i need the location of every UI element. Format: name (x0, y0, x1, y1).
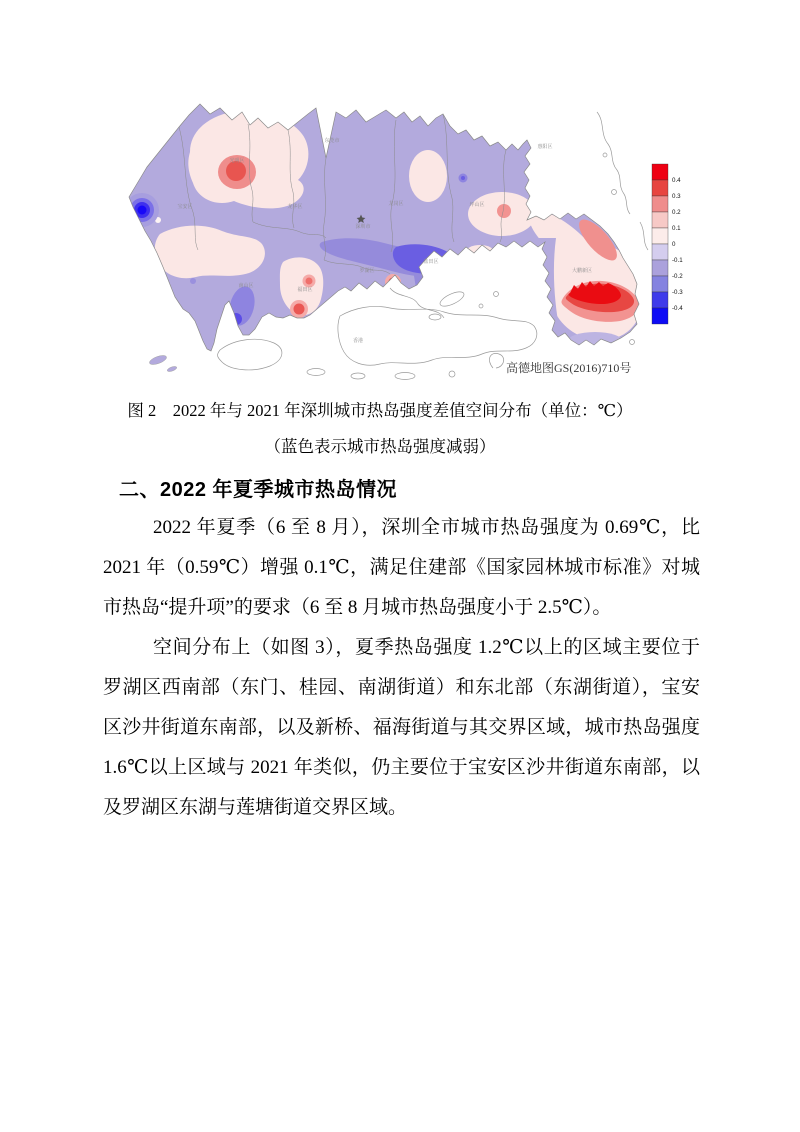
legend-tick-label: 0.1 (672, 225, 681, 233)
legend-tick-label: 0.2 (672, 209, 681, 217)
legend-color-swatch (652, 180, 668, 196)
map-label-district: 东莞市 (324, 138, 340, 144)
section-heading: 二、2022 年夏季城市热岛情况 (119, 479, 398, 501)
legend-tick-label: 0.3 (672, 193, 681, 201)
islands (148, 354, 177, 373)
paragraph-2: 空间分布上（如图 3），夏季热岛强度 1.2℃以上的区域主要位于罗湖区西南部（东门、桂园、南湖街道）和东北部（东湖街道），宝安区沙井街道东南部，以及新桥、福海街道与其交界区域，城市热岛强度 1.6℃以上区域与 2021 年类似，仍主要位于宝安区沙井街道东南部，以及罗湖区东湖与莲塘街道交界区域。 (103, 637, 700, 818)
figure-heat-island-map (100, 92, 690, 384)
map-label-district: 南山区 (238, 283, 254, 289)
figure-caption-line1: 图 2 2022 年与 2021 年深圳城市热岛强度差值空间分布（单位：℃） (127, 401, 633, 420)
legend-color-swatch (652, 276, 668, 292)
figure-caption-line2: （蓝色表示城市热岛强度减弱） (264, 437, 496, 456)
map-legend-colorbar (652, 164, 683, 324)
legend-tick-label: -0.1 (672, 257, 683, 265)
map-label-district: 香港 (352, 338, 364, 344)
legend-tick-label: 0.4 (672, 177, 681, 185)
map-label-district: 深圳市 (355, 224, 371, 230)
map-label-district: 罗湖区 (359, 268, 375, 274)
map-label-district: 惠阳区 (537, 144, 553, 150)
legend-color-swatch (652, 244, 668, 260)
legend-color-swatch (652, 292, 668, 308)
map-label-district: 坪山区 (469, 202, 485, 208)
body-text (103, 508, 700, 828)
map-label-district: 福田区 (297, 287, 313, 293)
map-watermark: 高德地图GS(2016)710号 (506, 361, 632, 375)
legend-color-swatch (652, 212, 668, 228)
legend-color-swatch (652, 196, 668, 212)
legend-color-swatch (652, 228, 668, 244)
map-label-district: 龙华区 (287, 204, 303, 210)
map-label-district: 大鹏新区 (571, 268, 593, 274)
legend-tick-label: -0.4 (672, 305, 683, 313)
legend-color-swatch (652, 260, 668, 276)
map-svg (100, 92, 690, 384)
map-label-district: 光明区 (229, 158, 245, 164)
legend-tick-label: -0.2 (672, 273, 683, 281)
map-label-district: 龙岗区 (388, 201, 404, 207)
legend-tick-label: 0 (672, 241, 676, 249)
legend-color-swatch (652, 308, 668, 324)
legend-color-swatch (652, 164, 668, 180)
map-label-district: 宝安区 (177, 204, 193, 210)
legend-tick-label: -0.3 (672, 289, 683, 297)
paragraph-1: 2022 年夏季（6 至 8 月），深圳全市城市热岛强度为 0.69℃，比 2021 年（0.59℃）增强 0.1℃，满足住建部《国家园林城市标准》对城市热岛“提升项”的要求（6 至 8 月城市热岛强度小于 2.5℃）。 (103, 517, 700, 618)
map-label-district: 盐田区 (423, 259, 439, 265)
